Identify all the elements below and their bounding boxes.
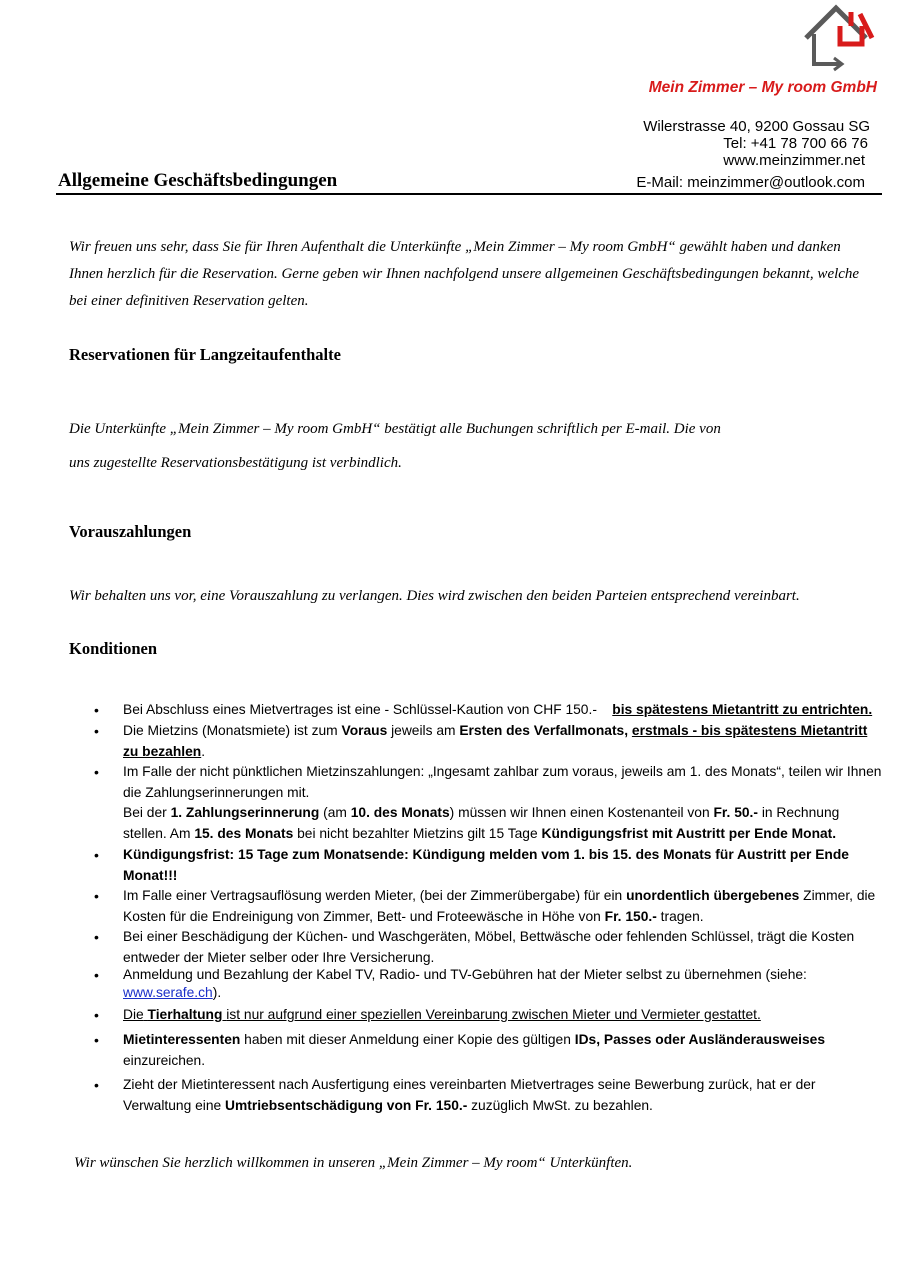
section-heading-reservations: Reservationen für Langzeitaufenthalte — [69, 345, 341, 364]
reservations-text-line-1: Die Unterkünfte „Mein Zimmer – My room GmbH“ bestätigt alle Buchungen schriftlich per E-mail. Die von — [69, 421, 721, 437]
closing-sentence: Wir wünschen Sie herzlich willkommen in unseren „Mein Zimmer – My room“ Unterkünften. — [74, 1155, 633, 1171]
bullet-icon: • — [94, 1077, 99, 1093]
company-name: Mein Zimmer – My room GmbH — [648, 79, 877, 96]
company-website: www.meinzimmer.net — [723, 152, 865, 169]
company-address: Wilerstrasse 40, 9200 Gossau SG — [643, 118, 870, 135]
bullet-icon: • — [94, 929, 99, 945]
section-heading-conditions: Konditionen — [69, 639, 158, 658]
serafe-link[interactable]: www.serafe.ch — [123, 985, 213, 1000]
bullet-icon: • — [94, 888, 99, 904]
house-arrow-logo-icon — [800, 4, 876, 76]
bullet-icon: • — [94, 723, 99, 739]
section-heading-prepayment: Vorauszahlungen — [69, 522, 192, 541]
bullet-icon: • — [94, 967, 99, 983]
bullet-icon: • — [94, 1032, 99, 1048]
company-email: E-Mail: meinzimmer@outlook.com — [636, 174, 865, 191]
company-phone: Tel: +41 78 700 66 76 — [723, 135, 868, 152]
intro-paragraph: Wir freuen uns sehr, dass Sie für Ihren Aufenthalt die Unterkünfte „Mein Zimmer – My room GmbH“ gewählt haben und danken Ihnen herzlich für die Reservation. Gerne geben wir Ihnen nachfolgend unsere allgemeinen Geschäftsbedingungen bekannt, welche bei einer definitiven Reservation gelten. — [69, 239, 860, 309]
document-title: Allgemeine Geschäftsbedingungen — [58, 170, 338, 191]
prepayment-text: Wir behalten uns vor, eine Vorauszahlung zu verlangen. Dies wird zwischen den beiden Parteien entsprechend vereinbart. — [69, 588, 800, 604]
bullet-icon: • — [94, 1007, 99, 1023]
bullet-icon: • — [94, 702, 99, 718]
bullet-icon: • — [94, 764, 99, 780]
bullet-icon: • — [94, 847, 99, 863]
reservations-text-line-2: uns zugestellte Reservationsbestätigung ist verbindlich. — [69, 455, 402, 471]
header-divider — [56, 193, 882, 195]
